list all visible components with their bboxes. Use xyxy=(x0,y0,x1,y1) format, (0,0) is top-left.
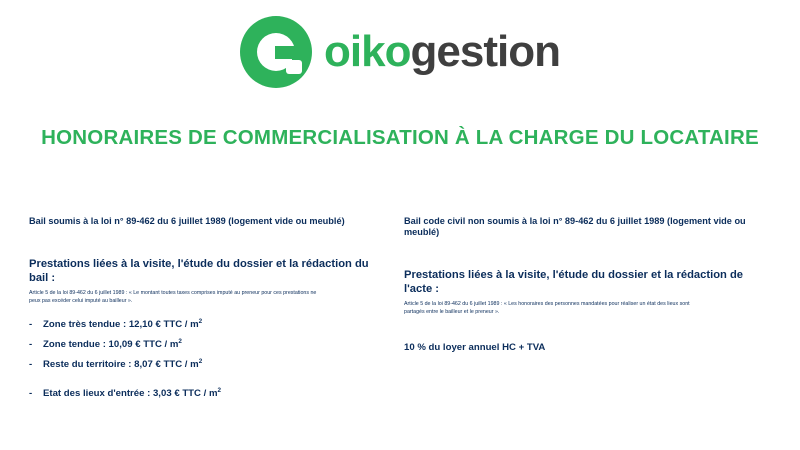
oikogestion-circle-logo-icon xyxy=(240,16,312,88)
list-item-exponent: 2 xyxy=(178,337,182,345)
column-right-heading: Bail code civil non soumis à la loi n° 89-462 du 6 juillet 1989 (logement vide ou meublé) xyxy=(404,216,746,238)
list-item-label: Zone tendue : 10,09 € TTC / m xyxy=(43,338,179,350)
column-left-legal-note: Article 5 de la loi 89-462 du 6 juillet 1989 : « Le montant toutes taxes comprises imputé au preneur pour ces prestations ne peux pas excéder celui imputé au bailleur ». xyxy=(29,290,317,305)
list-item: - Zone très tendue : 12,10 € TTC / $m^2$ xyxy=(29,318,203,331)
list-item-label: Reste du territoire : 8,07 € TTC / m xyxy=(43,358,199,370)
list-item-exponent: 2 xyxy=(198,318,203,326)
column-left-subheading: Prestations liées à la visite, l'étude du dossier et la rédaction du bail : xyxy=(29,258,369,285)
brand-name-part1: oik xyxy=(324,27,385,76)
list-item-label: Etat des lieux d'entrée : 3,03 € TTC / m xyxy=(43,388,218,400)
list-item-exponent: 2 xyxy=(198,357,203,365)
list-item-label: Zone très tendue : 12,10 € TTC / m xyxy=(43,319,199,331)
list-item-exponent: 2 xyxy=(217,386,222,394)
list-item: - Zone tendue : 10,09 € TTC / $m^2$ xyxy=(29,337,182,350)
column-right-legal-note: Article 5 de la loi 89-462 du 6 juillet 1989 : « Les honoraires des personnes mandatées pour réaliser un état des lieux sont partagés entre le bailleur et le preneur ». xyxy=(404,301,690,316)
column-right xyxy=(404,216,774,354)
column-right-value: 10 % du loyer annuel HC + TVA xyxy=(404,342,546,354)
column-right-subheading: Prestations liées à la visite, l'étude du dossier et la rédaction de l'acte : xyxy=(404,269,744,296)
list-item: - Etat des lieux d'entrée : 3,03 € TTC / $m^2$ xyxy=(29,386,222,400)
brand-name-part3: gestion xyxy=(410,27,560,76)
brand-logo xyxy=(0,14,800,90)
brand-wordmark xyxy=(324,27,560,76)
column-left xyxy=(29,216,379,409)
page-title: HONORAIRES DE COMMERCIALISATION À LA CHARGE DU LOCATAIRE xyxy=(41,126,759,149)
list-item: - Reste du territoire : 8,07 € TTC / $m^2$ xyxy=(29,357,203,370)
brand-name-part2: o xyxy=(384,27,411,76)
column-left-heading: Bail soumis à la loi n° 89-462 du 6 juillet 1989 (logement vide ou meublé) xyxy=(29,216,345,226)
column-left-list xyxy=(29,320,379,399)
